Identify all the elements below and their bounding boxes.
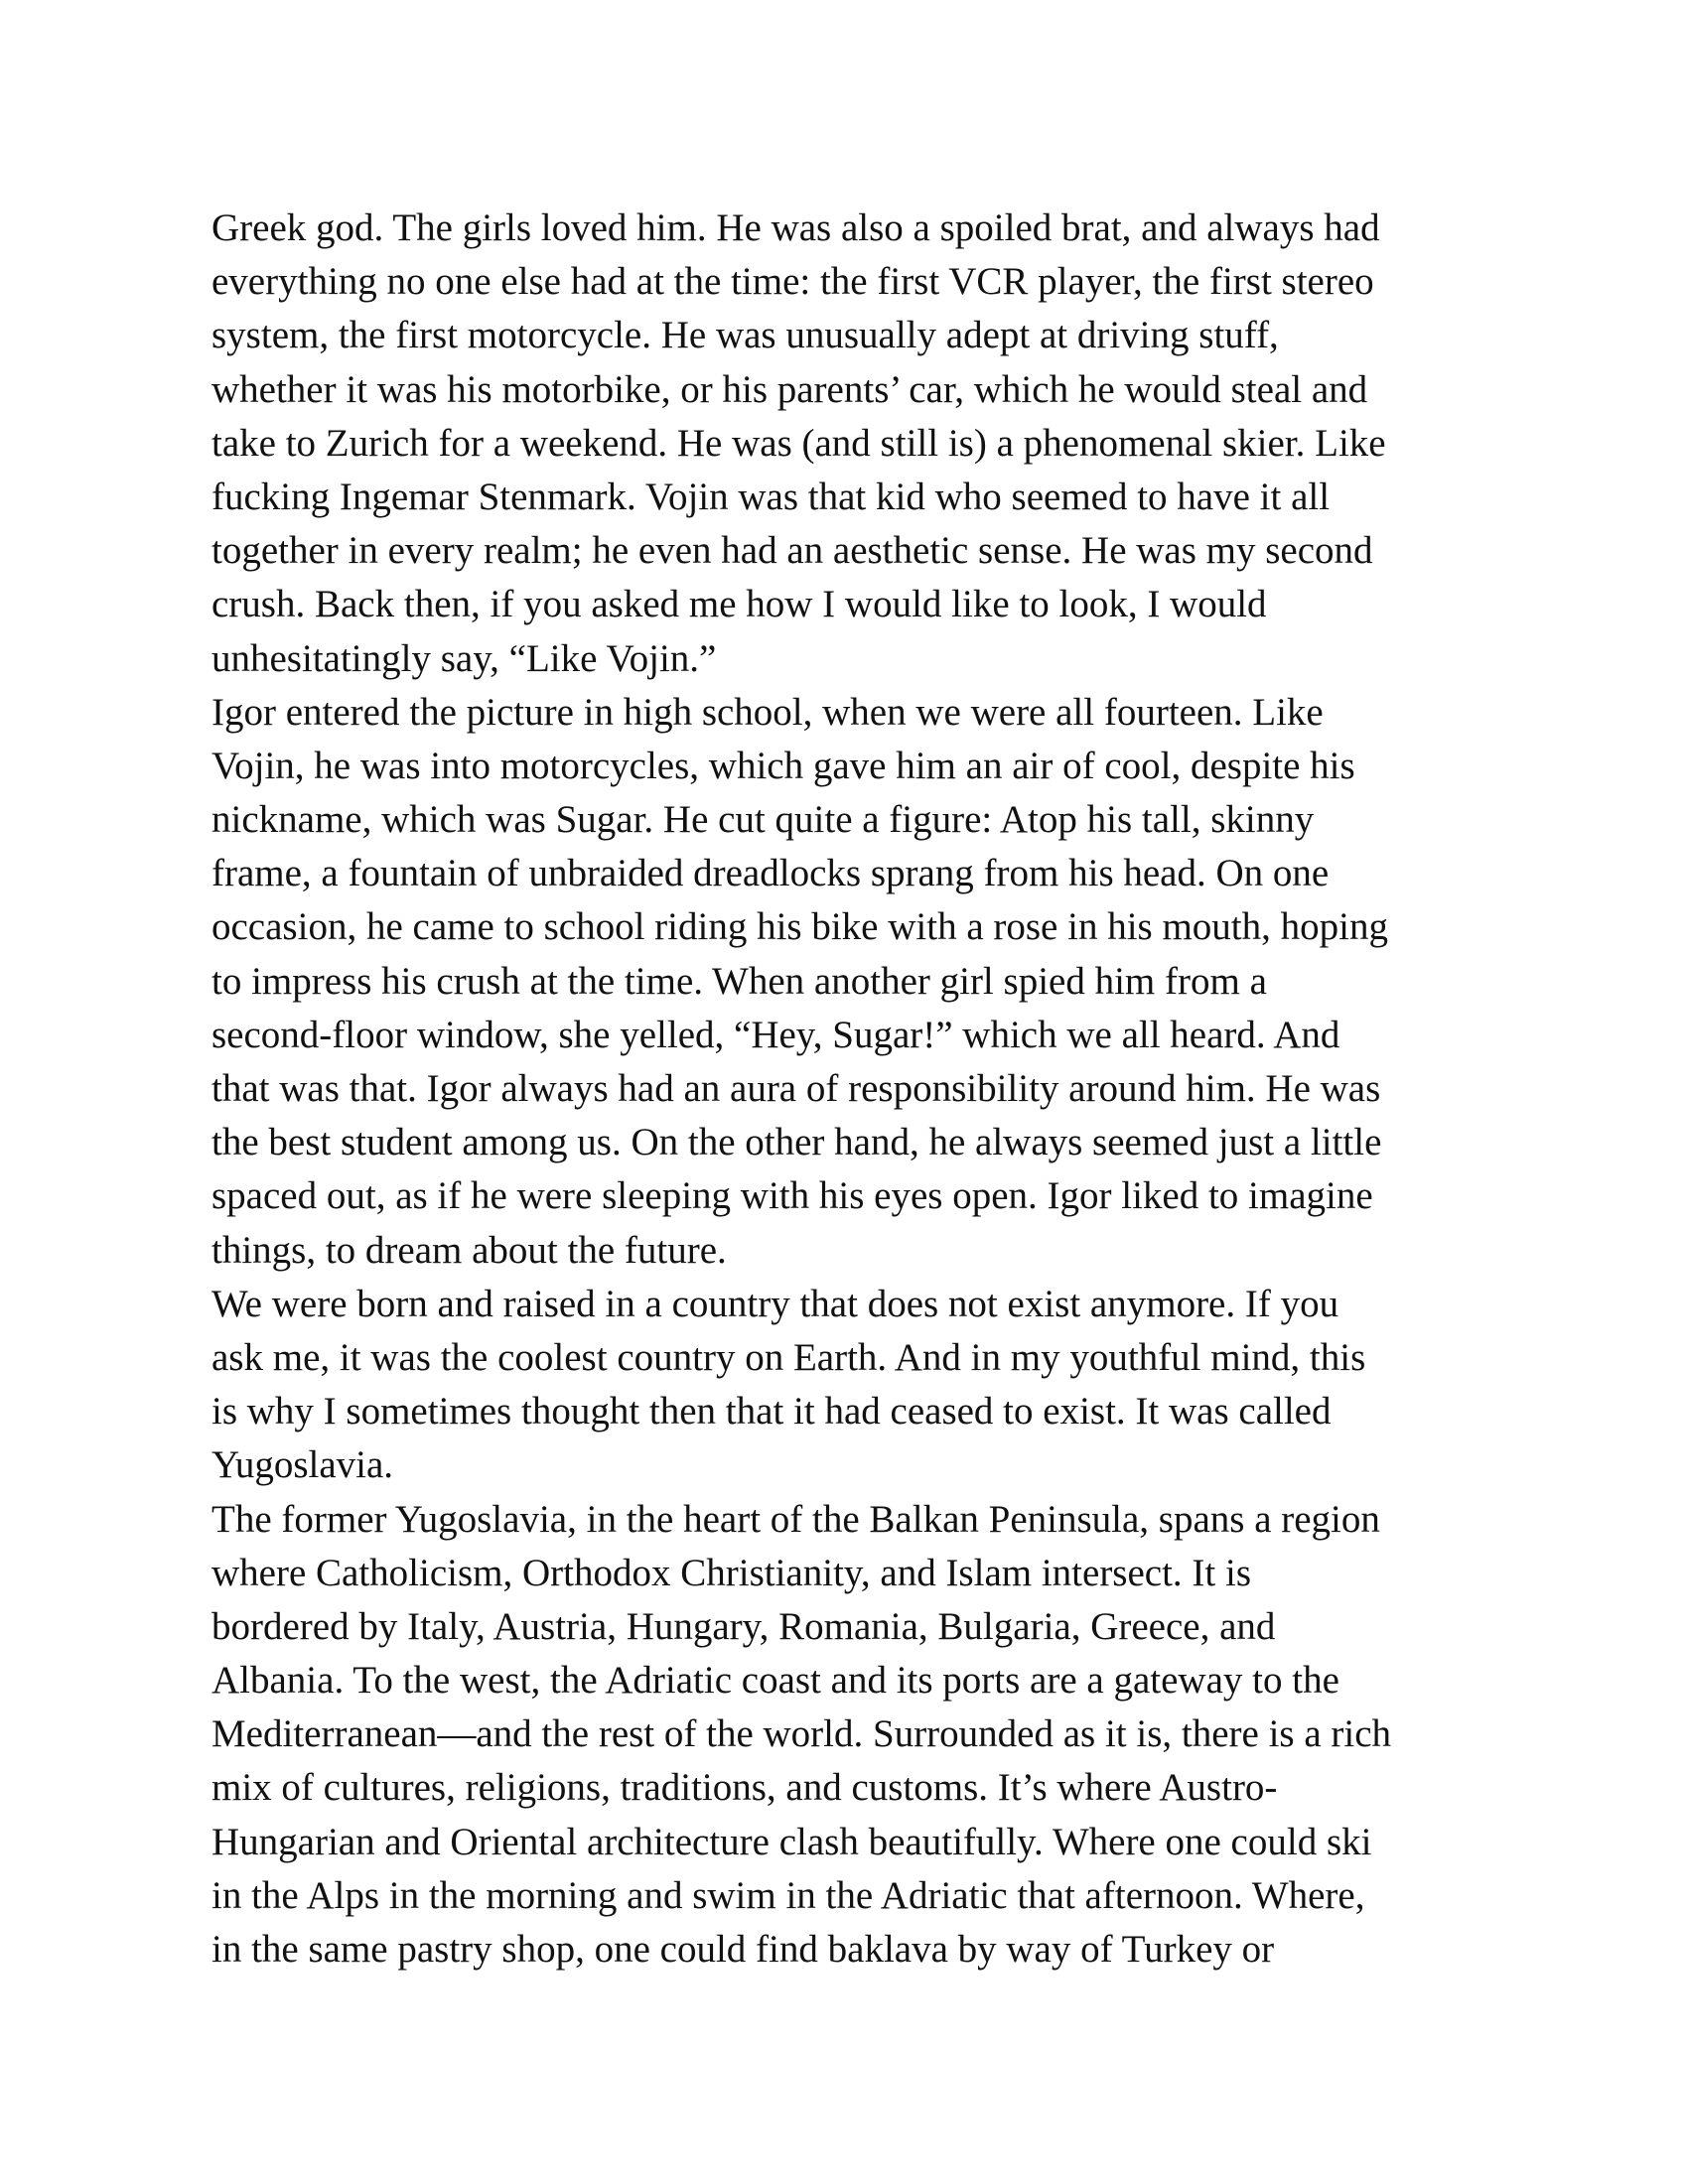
text-line: things, to dream about the future. xyxy=(211,1228,727,1272)
text-line: the best student among us. On the other hand, he always seemed just a little xyxy=(211,1121,1382,1164)
text-line: fucking Ingemar Stenmark. Vojin was that kid who seemed to have it all xyxy=(211,475,1331,518)
text-line: frame, a fountain of unbraided dreadlocks sprang from his head. On one xyxy=(211,852,1330,895)
text-line: occasion, he came to school riding his bike with a rose in his mouth, hoping xyxy=(211,905,1388,949)
text-line: second-floor window, she yelled, “Hey, Sugar!” which we all heard. And xyxy=(211,1013,1340,1056)
text-line: that was that. Igor always had an aura of responsibility around him. He was xyxy=(211,1067,1381,1110)
text-line: system, the first motorcycle. He was unusually adept at driving stuff, xyxy=(211,314,1279,357)
text-line: where Catholicism, Orthodox Christianity, and Islam intersect. It is xyxy=(211,1551,1252,1594)
text-line: whether it was his motorbike, or his parents’ car, which he would steal and xyxy=(211,367,1368,411)
text-line: spaced out, as if he were sleeping with his eyes open. Igor liked to imagine xyxy=(211,1174,1373,1218)
text-line: Hungarian and Oriental architecture clash beautifully. Where one could ski xyxy=(211,1820,1372,1863)
text-line: Greek god. The girls loved him. He was also a spoiled brat, and always had xyxy=(211,206,1380,249)
paragraph-vojin xyxy=(211,202,1502,686)
text-line: unhesitatingly say, “Like Vojin.” xyxy=(211,636,717,680)
body-text xyxy=(211,202,1502,1977)
text-line: in the same pastry shop, one could find baklava by way of Turkey or xyxy=(211,1928,1275,1971)
text-line: Yugoslavia. xyxy=(211,1443,394,1487)
text-line: bordered by Italy, Austria, Hungary, Romania, Bulgaria, Greece, and xyxy=(211,1604,1276,1648)
text-line: together in every realm; he even had an aesthetic sense. He was my second xyxy=(211,529,1373,573)
text-line: The former Yugoslavia, in the heart of the Balkan Peninsula, spans a region xyxy=(211,1497,1380,1541)
text-line: take to Zurich for a weekend. He was (and still is) a phenomenal skier. Like xyxy=(211,421,1386,465)
paragraph-country xyxy=(211,1278,1502,1493)
text-line: Igor entered the picture in high school, when we were all fourteen. Like xyxy=(211,690,1324,734)
text-line: Vojin, he was into motorcycles, which gave him an air of cool, despite his xyxy=(211,744,1355,787)
text-line: nickname, which was Sugar. He cut quite a figure: Atop his tall, skinny xyxy=(211,798,1315,842)
text-line: crush. Back then, if you asked me how I would like to look, I would xyxy=(211,583,1267,626)
text-line: ask me, it was the coolest country on Earth. And in my youthful mind, this xyxy=(211,1335,1366,1379)
text-line: Mediterranean—and the rest of the world. Surrounded as it is, there is a rich xyxy=(211,1712,1392,1756)
text-line: mix of cultures, religions, traditions, and customs. It’s where Austro- xyxy=(211,1766,1278,1810)
text-line: is why I sometimes thought then that it had ceased to exist. It was called xyxy=(211,1390,1332,1433)
paragraph-igor xyxy=(211,686,1502,1278)
text-line: in the Alps in the morning and swim in the Adriatic that afternoon. Where, xyxy=(211,1873,1365,1917)
text-line: Albania. To the west, the Adriatic coast and its ports are a gateway to the xyxy=(211,1659,1339,1703)
text-line: everything no one else had at the time: the first VCR player, the first stereo xyxy=(211,260,1374,304)
text-line: to impress his crush at the time. When another girl spied him from a xyxy=(211,959,1267,1003)
text-line: We were born and raised in a country that does not exist anymore. If you xyxy=(211,1282,1339,1325)
paragraph-yugoslavia xyxy=(211,1493,1502,1978)
